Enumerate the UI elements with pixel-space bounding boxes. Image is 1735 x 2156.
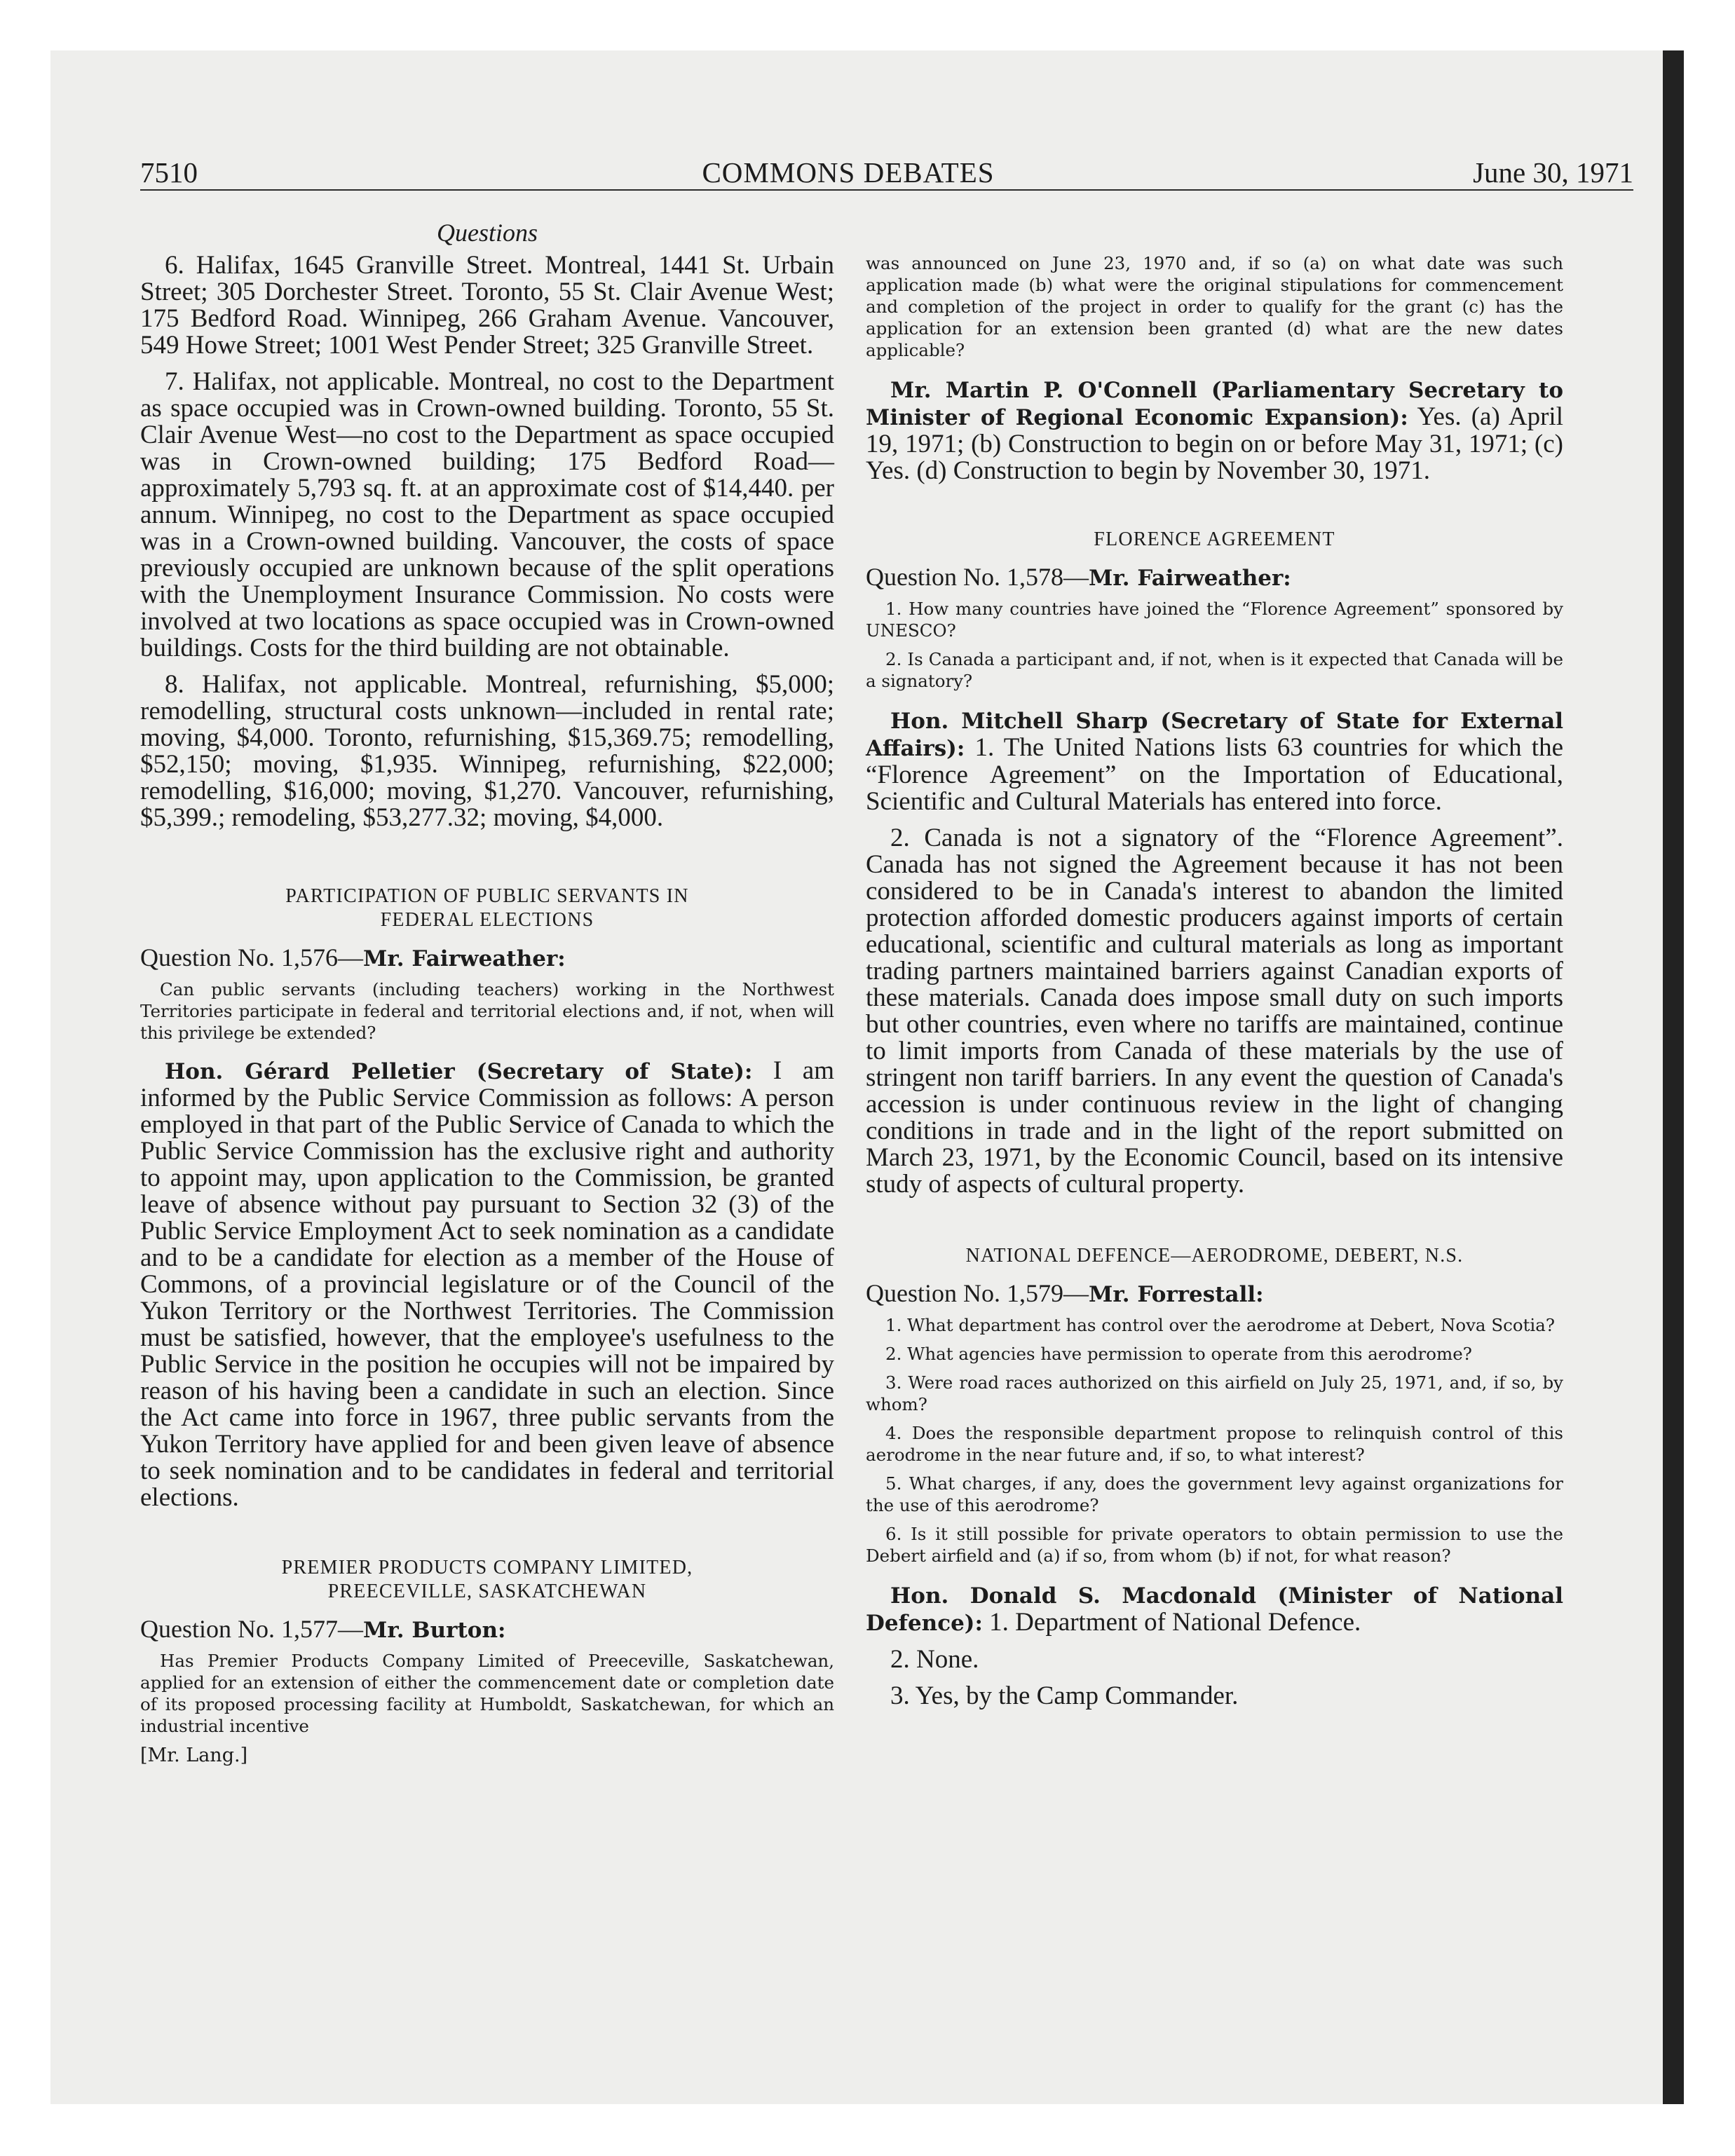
answer-sharp: [866, 707, 1563, 815]
answer-paragraph-8: 8. Halifax, not applicable. Montreal, refurnishing, $5,000; remodelling, structural costs unknown—included in rental rate; moving, $4,000. Toronto, refurnishing, $15,369.75; remodelling, $52,150; moving, $1,935. Winnipeg, refurnishing, $22,000; remodelling, $16,000; moving, $1,270. Vancouver, refurnishing, $5,399.; remodeling, $53,277.32; moving, $4,000.: [140, 670, 834, 832]
answer-oconnell: [866, 376, 1563, 484]
page-date: June 30, 1971: [1473, 156, 1633, 189]
respondent: Hon. Donald S. Macdonald (Minister of National Defence):: [866, 1583, 1563, 1636]
left-column: [140, 217, 834, 1768]
question-text: Has Premier Products Company Limited of Preeceville, Saskatchewan, applied for an extension of either the commencement date or completion date of its proposed processing facility at Humboldt, Saskatchewan, for which an industrial incentive: [140, 1651, 834, 1736]
questioner: Mr. Fairweather:: [363, 946, 566, 971]
heading-line: PREECEVILLE, SASKATCHEWAN: [327, 1581, 647, 1602]
question-number: Question No. 1,577—: [140, 1615, 363, 1643]
question-line-1576: [140, 943, 834, 973]
respondent: Hon. Gérard Pelletier (Secretary of State):: [165, 1059, 753, 1084]
question-item: 5. What charges, if any, does the government levy against organizations for the use of this aerodrome?: [866, 1473, 1563, 1515]
question-number: Question No. 1,576—: [140, 943, 363, 971]
question-number: Question No. 1,578—: [866, 563, 1089, 591]
scan-edge-shadow: [1663, 50, 1684, 2104]
question-line-1578: [866, 563, 1563, 592]
answer-pelletier: [140, 1058, 834, 1511]
question-item: 1. What department has control over the aerodrome at Debert, Nova Scotia?: [885, 1315, 1555, 1335]
right-column: [866, 217, 1563, 1719]
question-line-1579: [866, 1279, 1563, 1309]
answer-text: 1. The United Nations lists 63 countries for which the “Florence Agreement” on the Importation of Educational, Scientific and Cultural Materials has entered into force.: [866, 733, 1563, 816]
heading-line: FEDERAL ELECTIONS: [380, 909, 594, 931]
section-heading: Questions: [437, 219, 538, 247]
heading-line: PREMIER PRODUCTS COMPANY LIMITED,: [281, 1557, 693, 1578]
question-number: Question No. 1,579—: [866, 1279, 1089, 1307]
answer-macdonald: [866, 1582, 1563, 1637]
header-rule: [140, 189, 1633, 191]
heading-line: PARTICIPATION OF PUBLIC SERVANTS IN: [285, 885, 689, 907]
question-item: 3. Were road races authorized on this airfield on July 25, 1971, and, if so, by whom?: [866, 1372, 1563, 1414]
answer-paragraph-6: 6. Halifax, 1645 Granville Street. Montreal, 1441 St. Urbain Street; 305 Dorchester Street. Toronto, 55 St. Clair Avenue West; 175 Bedford Road. Winnipeg, 266 Graham Avenue. Vancouver, 549 Howe Street; 1001 West Pender Street; 325 Granville Street.: [140, 251, 834, 360]
question-item: 2. Is Canada a participant and, if not, when is it expected that Canada will be a signatory?: [866, 649, 1563, 691]
question-item: 1. How many countries have joined the “Florence Agreement” sponsored by UNESCO?: [866, 599, 1563, 641]
questioner: Mr. Forrestall:: [1089, 1282, 1264, 1307]
footer-speaker-note: [Mr. Lang.]: [140, 1745, 248, 1766]
running-title: COMMONS DEBATES: [702, 156, 995, 189]
respondent: Mr. Martin P. O'Connell (Parliamentary Secretary to Minister of Regional Economic Expansion):: [866, 378, 1563, 430]
question-text: Can public servants (including teachers) working in the Northwest Territories participate in federal and territorial elections and, if not, when will this privilege be extended?: [140, 979, 834, 1043]
question-line-1577: [140, 1615, 834, 1644]
question-item: 4. Does the responsible department propose to relinquish control of this aerodrome in the near future and, if so, to what interest?: [866, 1423, 1563, 1465]
heading-public-servants: [140, 885, 834, 932]
answer-paragraph-7: 7. Halifax, not applicable. Montreal, no cost to the Department as space occupied was in Crown-owned building. Toronto, 55 St. Clair Avenue West—no cost to the Department as space occupied was in Crown-owned building; 175 Bedford Road—approximately 5,793 sq. ft. at an approximate cost of $14,440. per annum. Winnipeg, no cost to the Department as space occupied was in a Crown-owned building. Vancouver, the costs of space previously occupied are unknown because of the split operations with the Unemployment Insurance Commission. No costs were involved at two locations as space occupied was in Crown-owned buildings. Costs for the third building are not obtainable.: [140, 367, 834, 662]
answer-text: I am informed by the Public Service Commission as follows: A person employed in that part of the Public Service of Canada to which the Public Service Commission has the exclusive right and authority to appoint may, upon application to the Commission, be granted leave of absence without pay pursuant to Section 32 (3) of the Public Service Employment Act to seek nomination as a candidate and to be a candidate for election as a member of the House of Commons, of a provincial legislature or of the Council of the Yukon Territory or the Northwest Territories. The Commission must be satisfied, however, that the employee's usefulness to the Public Service in the position he occupies will not be impaired by reason of his having been a candidate in such an election. Since the Act came into force in 1967, three public servants from the Yukon Territory have applied for and been given leave of absence to seek nomination and to be candidates in federal and territorial elections.: [140, 1056, 834, 1512]
answer-item: 3. Yes, by the Camp Commander.: [890, 1681, 1239, 1710]
answer-text: Yes. (a) April 19, 1971; (b) Construction to begin on or before May 31, 1971; (c) Yes. (d) Construction to begin by November 30, 1971.: [866, 402, 1563, 485]
page-number: 7510: [140, 156, 198, 189]
heading-premier-products: [140, 1556, 834, 1604]
answer-item: 2. None.: [890, 1645, 979, 1674]
question-item: 6. Is it still possible for private operators to obtain permission to use the Debert airfield and (a) if so, from whom (b) if not, for what reason?: [866, 1524, 1563, 1566]
question-item: 2. What agencies have permission to operate from this aerodrome?: [885, 1344, 1472, 1364]
heading-florence-agreement: FLORENCE AGREEMENT: [1094, 528, 1335, 550]
answer-paragraph: 2. Canada is not a signatory of the “Florence Agreement”. Canada has not signed the Agreement because it has not been considered to be in Canada's interest to abandon the limited protection afforded domestic producers against imports of certain educational, scientific and cultural materials as long as important trading partners maintained barriers against Canadian exports of these materials. Canada does impose small duty on such imports but other countries, even where no tariffs are maintained, continue to limit imports from Canada of these materials by the use of stringent non tariff barriers. In any event the question of Canada's accession is under continuous review in the light of changing conditions in trade and in the light of the report submitted on March 23, 1971, by the Economic Council, based on its intensive study of aspects of cultural property.: [866, 824, 1563, 1199]
answer-text: 1. Department of National Defence.: [982, 1608, 1361, 1637]
questioner: Mr. Fairweather:: [1089, 566, 1291, 591]
questioner: Mr. Burton:: [363, 1618, 506, 1643]
heading-national-defence: NATIONAL DEFENCE—AERODROME, DEBERT, N.S.: [965, 1245, 1464, 1267]
question-text-continued: was announced on June 23, 1970 and, if so (a) on what date was such application made (b) what were the original stipulations for commencement and completion of the project in order to qualify for the grant (c) has the application for an extension been granted (d) what are the new dates applicable?: [866, 253, 1563, 360]
respondent: Hon. Mitchell Sharp (Secretary of State for External Affairs):: [866, 709, 1563, 761]
